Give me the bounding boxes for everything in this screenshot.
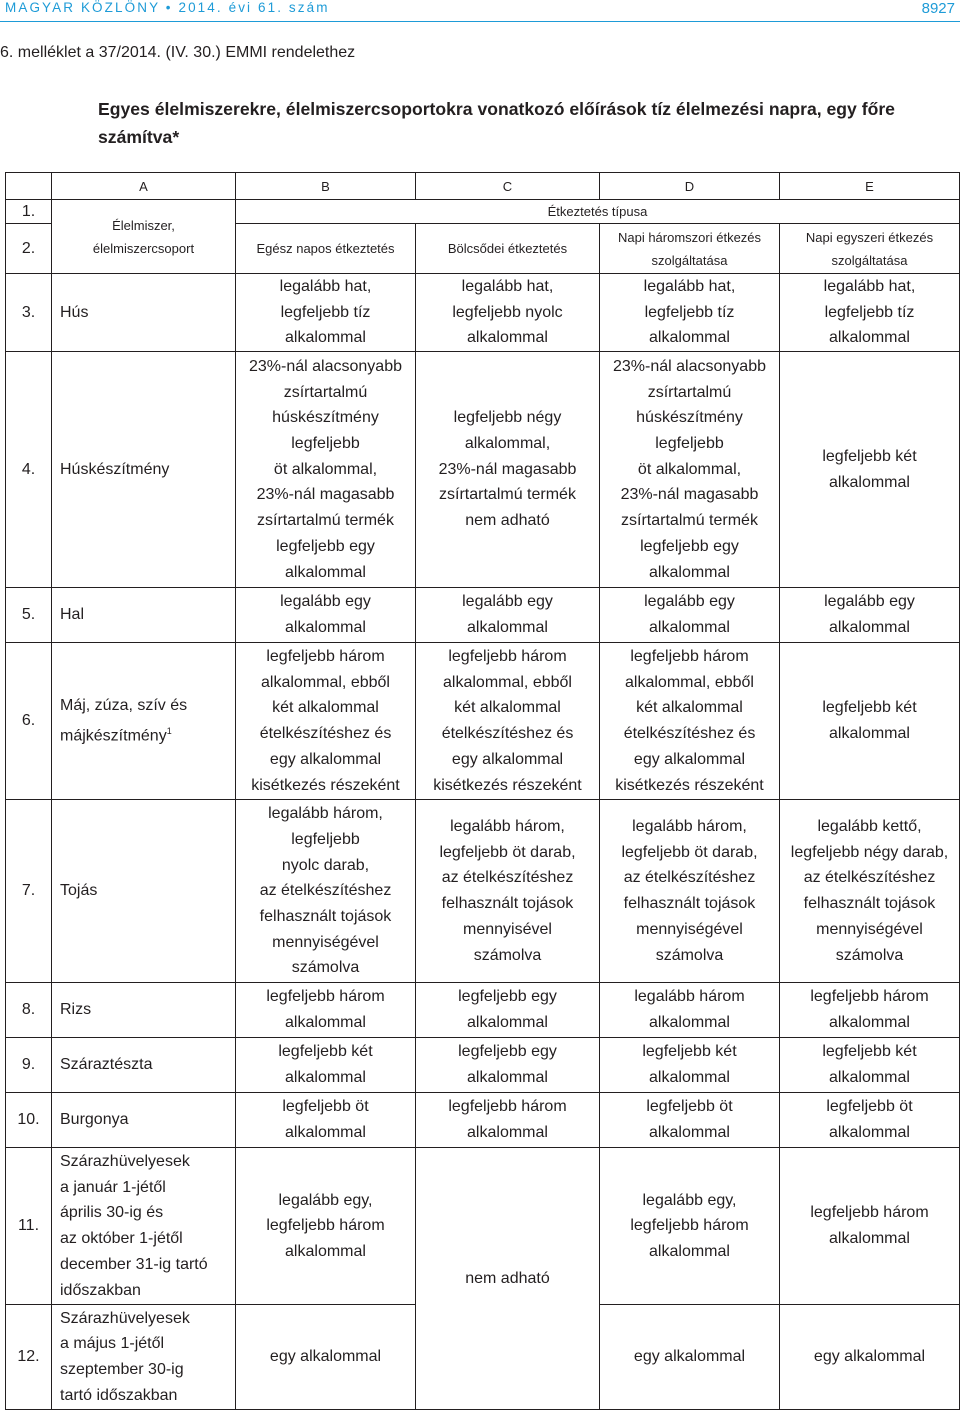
food-name: Rizs bbox=[52, 983, 236, 1038]
food-name: Máj, zúza, szív és májkészítmény bbox=[60, 697, 188, 745]
col-letter-c: C bbox=[416, 173, 600, 200]
annex-reference: 6. melléklet a 37/2014. (IV. 30.) EMMI rendelethez bbox=[0, 44, 356, 61]
table-row bbox=[6, 1093, 960, 1148]
rule-cell: legfeljebb egy alkalommal bbox=[416, 1038, 600, 1093]
table-row bbox=[6, 800, 960, 983]
rule-cell: legalább egy, legfeljebb három alkalommal bbox=[236, 1148, 416, 1305]
header-nursery: Bölcsődei étkeztetés bbox=[416, 224, 600, 274]
rule-cell: legfeljebb öt alkalommal bbox=[236, 1093, 416, 1148]
rule-cell: legalább egy alkalommal bbox=[236, 588, 416, 643]
header-three-meals: Napi háromszori étkezés szolgáltatása bbox=[600, 224, 780, 274]
rule-cell: legfeljebb két alkalommal bbox=[780, 352, 960, 588]
rule-cell: 23%-nál alacsonyabb zsírtartalmú húskészítmény legfeljebb öt alkalommal, 23%-nál magasabb zsírtartalmú termék legfeljebb egy alkalommal bbox=[236, 352, 416, 588]
col-letter-e: E bbox=[780, 173, 960, 200]
row-number: 8. bbox=[6, 983, 52, 1038]
row-number: 9. bbox=[6, 1038, 52, 1093]
food-name: Szárazhüvelyesek a május 1-jétől szeptember 30-ig tartó időszakban bbox=[52, 1305, 236, 1410]
row-number: 5. bbox=[6, 588, 52, 643]
journal-name: MAGYAR KÖZLÖNY • 2014. évi 61. szám bbox=[5, 0, 330, 15]
header-catering-type: Étkeztetés típusa bbox=[236, 200, 960, 224]
food-name: Hal bbox=[52, 588, 236, 643]
row-number: 3. bbox=[6, 274, 52, 352]
rule-cell: legfeljebb négy alkalommal, 23%-nál magasabb zsírtartalmú termék nem adható bbox=[416, 352, 600, 588]
row-number: 6. bbox=[6, 643, 52, 800]
footnote-marker: 1 bbox=[166, 725, 172, 736]
row-number: 12. bbox=[6, 1305, 52, 1410]
rule-cell: legfeljebb öt alkalommal bbox=[600, 1093, 780, 1148]
rule-cell: legfeljebb három alkalommal bbox=[236, 983, 416, 1038]
header-food-group: Élelmiszer, élelmiszercsoport bbox=[52, 200, 236, 274]
rule-cell: legfeljebb két alkalommal bbox=[780, 643, 960, 800]
col-letter-d: D bbox=[600, 173, 780, 200]
table-row bbox=[6, 983, 960, 1038]
row-number: 2. bbox=[6, 224, 52, 274]
rule-cell: legalább hat, legfeljebb tíz alkalommal bbox=[600, 274, 780, 352]
row-number: 4. bbox=[6, 352, 52, 588]
table-row bbox=[6, 643, 960, 800]
rule-cell: legalább három, legfeljebb öt darab, az ételkészítéshez felhasznált tojások mennyisével számolva bbox=[416, 800, 600, 983]
row-number: 11. bbox=[6, 1148, 52, 1305]
rule-cell: legalább három, legfeljebb nyolc darab, az ételkészítéshez felhasznált tojások mennyiségével számolva bbox=[236, 800, 416, 983]
table-row bbox=[6, 274, 960, 352]
corner-cell bbox=[6, 173, 52, 200]
running-header bbox=[0, 0, 960, 22]
rule-cell: legalább három alkalommal bbox=[600, 983, 780, 1038]
food-name: Húskészítmény bbox=[52, 352, 236, 588]
table-row bbox=[6, 588, 960, 643]
rule-cell: egy alkalommal bbox=[780, 1305, 960, 1410]
rule-cell: legfeljebb két alkalommal bbox=[236, 1038, 416, 1093]
rule-cell: legfeljebb három alkalommal bbox=[780, 983, 960, 1038]
rule-cell: legfeljebb öt alkalommal bbox=[780, 1093, 960, 1148]
rule-cell: legfeljebb három alkalommal bbox=[416, 1093, 600, 1148]
header-row-1 bbox=[6, 200, 960, 224]
rule-cell: egy alkalommal bbox=[600, 1305, 780, 1410]
rule-cell: legalább hat, legfeljebb tíz alkalommal bbox=[780, 274, 960, 352]
row-number: 10. bbox=[6, 1093, 52, 1148]
page-title: Egyes élelmiszerekre, élelmiszercsoportokra vonatkozó előírások tíz élelmezési napra, egy főre számítva* bbox=[98, 99, 895, 147]
rule-cell: legalább hat, legfeljebb tíz alkalommal bbox=[236, 274, 416, 352]
rule-cell: legalább egy alkalommal bbox=[780, 588, 960, 643]
column-letter-row bbox=[6, 173, 960, 200]
row-number: 7. bbox=[6, 800, 52, 983]
regulation-table bbox=[5, 172, 960, 1410]
food-name: Tojás bbox=[52, 800, 236, 983]
rule-cell: 23%-nál alacsonyabb zsírtartalmú húskészítmény legfeljebb öt alkalommal, 23%-nál magasabb zsírtartalmú termék legfeljebb egy alkalommal bbox=[600, 352, 780, 588]
rule-cell: nem adható bbox=[416, 1148, 600, 1410]
table-row bbox=[6, 1148, 960, 1305]
rule-cell: egy alkalommal bbox=[236, 1305, 416, 1410]
rule-cell: legalább egy, legfeljebb három alkalommal bbox=[600, 1148, 780, 1305]
row-number: 1. bbox=[6, 200, 52, 224]
rule-cell: legalább hat, legfeljebb nyolc alkalommal bbox=[416, 274, 600, 352]
rule-cell: legfeljebb két alkalommal bbox=[600, 1038, 780, 1093]
rule-cell: legalább egy alkalommal bbox=[416, 588, 600, 643]
col-letter-b: B bbox=[236, 173, 416, 200]
rule-cell: legfeljebb három alkalommal bbox=[780, 1148, 960, 1305]
rule-cell: legfeljebb három alkalommal, ebből két alkalommal ételkészítéshez és egy alkalommal kisétkezés részeként bbox=[236, 643, 416, 800]
col-letter-a: A bbox=[52, 173, 236, 200]
rule-cell: legalább három, legfeljebb öt darab, az ételkészítéshez felhasznált tojások mennyiségével számolva bbox=[600, 800, 780, 983]
rule-cell: legfeljebb két alkalommal bbox=[780, 1038, 960, 1093]
rule-cell: legfeljebb egy alkalommal bbox=[416, 983, 600, 1038]
rule-cell: legalább egy alkalommal bbox=[600, 588, 780, 643]
page-number: 8927 bbox=[921, 0, 955, 17]
header-one-meal: Napi egyszeri étkezés szolgáltatása bbox=[780, 224, 960, 274]
rule-cell: legfeljebb három alkalommal, ebből két alkalommal ételkészítéshez és egy alkalommal kisétkezés részeként bbox=[600, 643, 780, 800]
rule-cell: legalább kettő, legfeljebb négy darab, az ételkészítéshez felhasznált tojások mennyiségével számolva bbox=[780, 800, 960, 983]
food-name: Hús bbox=[52, 274, 236, 352]
food-name: Burgonya bbox=[52, 1093, 236, 1148]
food-name: Szárazhüvelyesek a január 1-jétől április 30-ig és az október 1-jétől december 31-ig tartó időszakban bbox=[52, 1148, 236, 1305]
food-name-cell bbox=[52, 643, 236, 800]
table-row bbox=[6, 1038, 960, 1093]
header-full-day: Egész napos étkeztetés bbox=[236, 224, 416, 274]
table-row bbox=[6, 352, 960, 588]
rule-cell: legfeljebb három alkalommal, ebből két alkalommal ételkészítéshez és egy alkalommal kisétkezés részeként bbox=[416, 643, 600, 800]
header-rule bbox=[0, 21, 960, 22]
food-name: Száraztészta bbox=[52, 1038, 236, 1093]
